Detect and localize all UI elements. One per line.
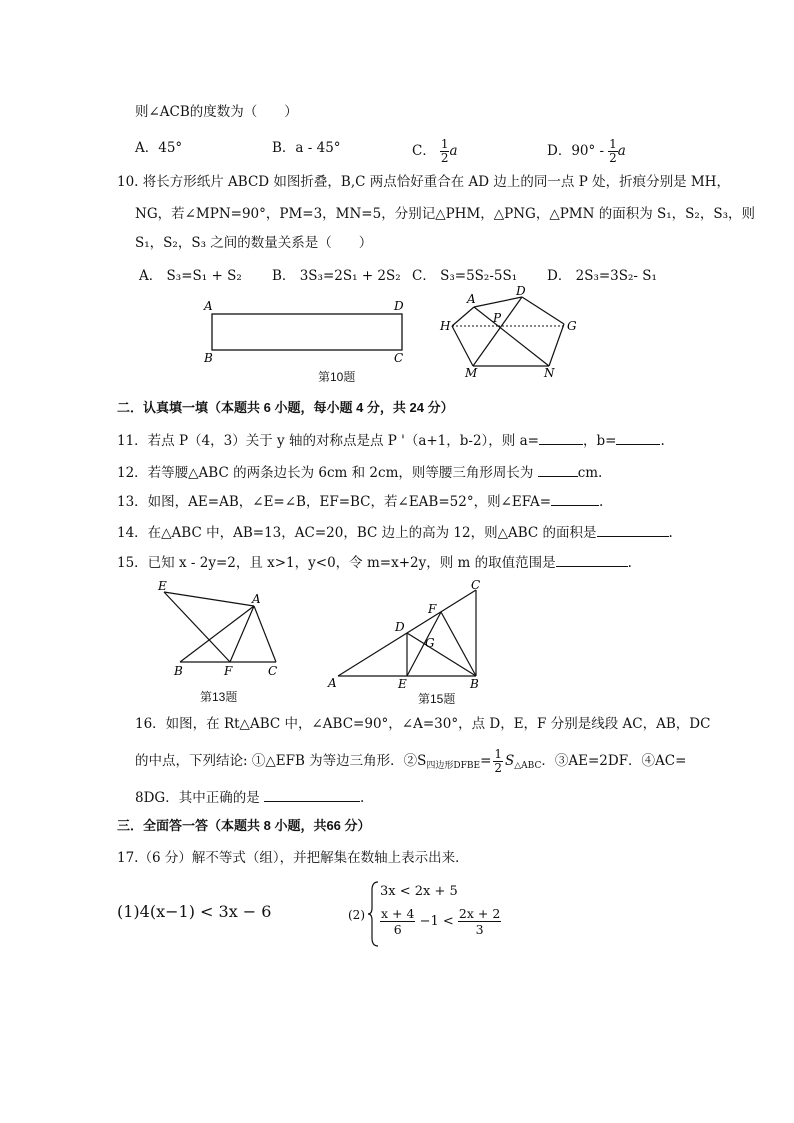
- svg-text:N: N: [544, 366, 555, 380]
- fig15-caption: 第15题: [418, 692, 456, 706]
- fig13-figure: [150, 576, 290, 680]
- q10-caption: 第10题: [318, 370, 356, 384]
- q10-rectangle-figure: [200, 296, 420, 366]
- q17-text: 17.（6 分）解不等式（组），并把解集在数轴上表示出来．: [117, 850, 469, 866]
- q16-line2: 的中点，下列结论: ①△EFB 为等边三角形．$②S_{四边形DFBE}=$ $\frac{1}{2}$ $S_{\triangle ABC}$．③AE=2DF．④AC=: [135, 747, 687, 775]
- section-3-title: 三．全面答一答（本题共 8 小题，共66 分）: [117, 818, 371, 833]
- q10-option-c: C． S₃=5S₂-5S₁: [412, 268, 518, 284]
- label-b: B: [204, 351, 213, 365]
- q15: 15．已知 x - 2y=2，且 x>1，y<0，令 m=x+2y，则 m 的取值范围是 .: [117, 552, 632, 573]
- svg-text:F: F: [224, 664, 233, 678]
- svg-text:B: B: [174, 664, 183, 678]
- svg-text:E: E: [158, 579, 167, 593]
- q9-option-a: A．45°: [135, 140, 183, 156]
- q17-part1: (1)4(x−1) < 3x − 6: [117, 902, 272, 921]
- q17-part2-label: (2): [348, 908, 365, 922]
- q16-line1: 16．如图，在 Rt△ABC 中，∠ABC=90°，∠A=30°，点 D，E，F 分别是线段 AC，AB，DC: [135, 716, 711, 732]
- svg-text:D: D: [516, 284, 526, 298]
- q10-line3: S₁，S₂，S₃ 之间的数量关系是（ ）: [135, 235, 373, 251]
- q9-stem: 则∠ACB的度数为（ ）: [135, 104, 298, 120]
- q10-line1: 10. 将长方形纸片 ABCD 如图折叠，B,C 两点恰好重合在 AD 边上的同一点 P 处，折痕分别是 MH，: [117, 174, 730, 190]
- q9-option-b: B．a - 45°: [272, 140, 341, 156]
- q10-option-b: B． 3S₃=2S₁ + 2S₂: [272, 268, 401, 284]
- svg-text:C: C: [471, 578, 481, 592]
- svg-text:E: E: [398, 677, 407, 690]
- svg-text:A: A: [467, 292, 476, 306]
- q10-option-d: D． 2S₃=3S₂- S₁: [547, 268, 657, 284]
- svg-text:F: F: [428, 602, 437, 616]
- svg-text:M: M: [465, 366, 478, 380]
- q16-line3: 8DG．其中正确的是 .: [135, 787, 364, 808]
- q9-option-c: C． $\frac{1}{2}$ a: [412, 137, 458, 165]
- q10-option-a: A． S₃=S₁ + S₂: [139, 268, 242, 284]
- q13: 13．如图，AE=AB，∠E=∠B，EF=BC，若∠EAB=52°，则∠EFA= .: [117, 491, 603, 512]
- svg-text:A: A: [328, 676, 337, 690]
- svg-text:H: H: [440, 319, 451, 333]
- svg-text:G: G: [425, 636, 435, 650]
- label-d: D: [394, 299, 404, 313]
- svg-text:G: G: [567, 319, 577, 333]
- svg-text:P: P: [493, 311, 502, 325]
- fig15-figure: [324, 576, 494, 690]
- q11: 11．若点 P（4，3）关于 y 轴的对称点是点 P '（a+1，b-2），则 a= ，b= .: [117, 430, 665, 451]
- section-2-title: 二．认真填一填（本题共 6 小题，每小题 4 分，共 24 分）: [117, 400, 454, 415]
- svg-text:B: B: [470, 677, 479, 690]
- q17-ineq2: $\frac{x + 4}{6}$ −1 < $\frac{2x + 2}{3}$: [381, 906, 501, 937]
- svg-text:C: C: [268, 664, 278, 678]
- q14: 14．在△ABC 中，AB=13，AC=20，BC 边上的高为 12，则△ABC 的面积是 .: [117, 522, 673, 543]
- svg-text:A: A: [252, 592, 261, 606]
- svg-text:D: D: [395, 620, 405, 634]
- label-c: C: [394, 351, 404, 365]
- fig13-caption: 第13题: [200, 690, 238, 704]
- q9-option-d: D．90° - $\frac{1}{2}$ a: [547, 137, 626, 165]
- q10-folded-figure: [436, 284, 596, 380]
- q10-line2: NG，若∠MPN=90°，PM=3，MN=5，分别记△PHM，△PNG，△PMN 的面积为 S₁，S₂，S₃，则: [135, 206, 755, 222]
- q12: 12．若等腰△ABC 的两条边长为 6cm 和 2cm，则等腰三角形周长为 cm.: [117, 462, 602, 483]
- label-a: A: [204, 299, 213, 313]
- q17-ineq1: 3x < 2x + 5: [380, 884, 458, 899]
